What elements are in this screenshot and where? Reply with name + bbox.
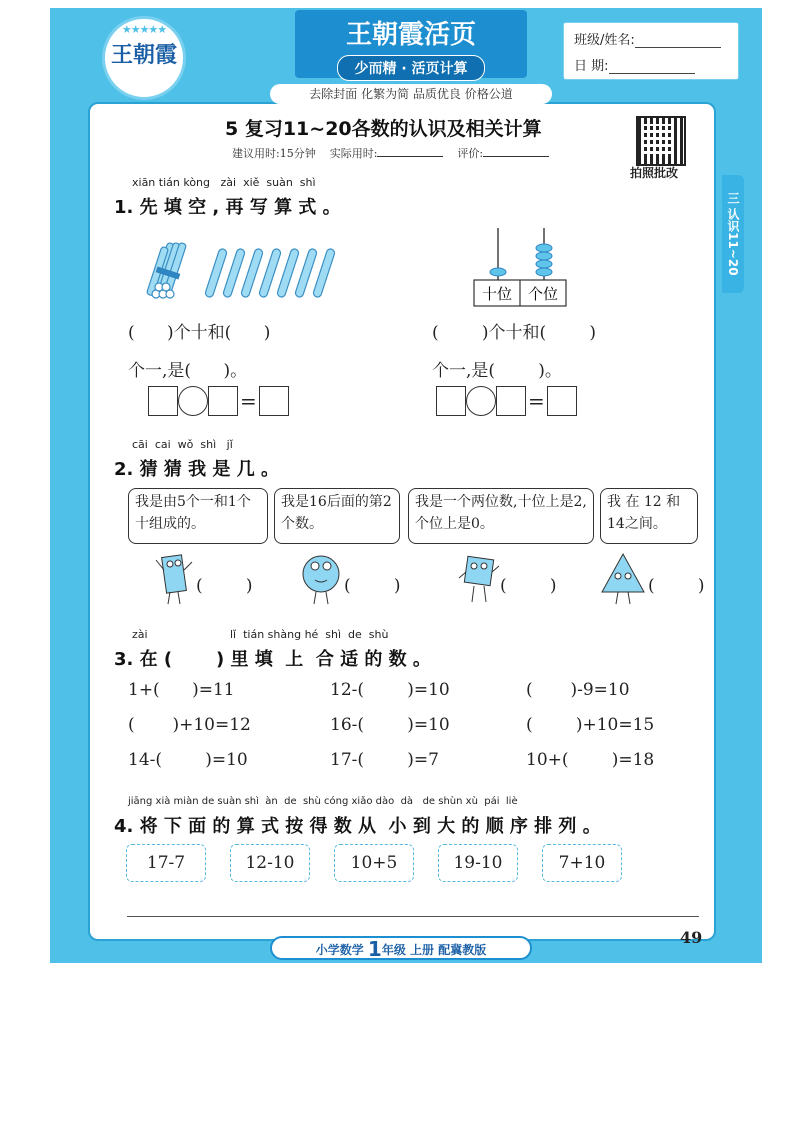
calc-r1-c2: 12-( )=10 xyxy=(330,680,450,700)
operator-circle[interactable] xyxy=(466,386,496,416)
q1-title: 1. 先 填 空 , 再 写 算 式 。 xyxy=(114,197,341,218)
calc-r2-c1: ( )+10=12 xyxy=(128,715,251,735)
side-tab: 三 认识11~20 xyxy=(722,175,744,293)
qr-code-icon[interactable] xyxy=(636,116,686,166)
logo-text: 王朝霞 xyxy=(110,42,177,68)
q1-right-line2: 个一,是( )。 xyxy=(432,361,562,381)
time-info xyxy=(232,145,549,161)
answer-box[interactable] xyxy=(259,386,289,416)
calc-r1-c3: ( )-9=10 xyxy=(526,680,630,700)
q1-right-equation xyxy=(436,386,577,416)
calc-r2-c2: 16-( )=10 xyxy=(330,715,450,735)
equals-sign: = xyxy=(528,389,545,413)
student-info-box xyxy=(563,22,739,80)
suggested-time: 建议用时:15分钟 xyxy=(232,147,316,160)
answer-blank-4[interactable]: ( ) xyxy=(648,576,705,596)
class-name-label: 班级/姓名: xyxy=(574,33,635,48)
date-field[interactable] xyxy=(609,61,695,74)
calc-r1-c1: 1+( )=11 xyxy=(128,680,235,700)
q2-pinyin: cāi cai wǒ shì jǐ xyxy=(132,438,233,451)
calc-r3-c2: 17-( )=7 xyxy=(330,750,439,770)
answer-box[interactable] xyxy=(208,386,238,416)
q3-pinyin-left: zài xyxy=(132,628,148,641)
speech-bubble-3: 我是一个两位数,十位上是2,个位上是0。 xyxy=(408,488,594,544)
actual-time-field[interactable] xyxy=(377,146,443,157)
q1-left-line2: 个一,是( )。 xyxy=(128,361,248,381)
rating-field[interactable] xyxy=(483,146,549,157)
speech-bubble-1: 我是由5个一和1个十组成的。 xyxy=(128,488,268,544)
answer-blank-1[interactable]: ( ) xyxy=(196,576,253,596)
speech-bubble-2: 我是16后面的第2个数。 xyxy=(274,488,400,544)
q1-left-equation xyxy=(148,386,289,416)
answer-box[interactable] xyxy=(436,386,466,416)
abacus-ones-label: 个位 xyxy=(527,285,559,303)
qr-label: 拍照批改 xyxy=(630,166,679,180)
title-banner xyxy=(295,10,527,78)
brand-logo xyxy=(102,16,186,100)
q3-title: 3. 在 ( ) 里 填 上 合 适 的 数 。 xyxy=(114,649,431,670)
answer-box[interactable] xyxy=(148,386,178,416)
lesson-title: 5 复习11~20各数的认识及相关计算 xyxy=(225,118,542,140)
date-label: 日 期: xyxy=(574,59,609,74)
expression-card[interactable]: 10+5 xyxy=(334,844,414,882)
footer-volume: 上册 xyxy=(410,943,435,957)
calc-r3-c3: 10+( )=18 xyxy=(526,750,655,770)
banner-title: 王朝霞活页 xyxy=(345,20,476,50)
footer-grade-number: 1 xyxy=(367,937,382,961)
speech-bubble-4: 我 在 12 和 14之间。 xyxy=(600,488,698,544)
operator-circle[interactable] xyxy=(178,386,208,416)
q2-title: 2. 猜 猜 我 是 几 。 xyxy=(114,459,279,480)
expression-card[interactable]: 7+10 xyxy=(542,844,622,882)
answer-box[interactable] xyxy=(547,386,577,416)
expression-card[interactable]: 12-10 xyxy=(230,844,310,882)
square-character-icon xyxy=(458,548,500,608)
equals-sign: = xyxy=(240,389,257,413)
answer-blank-3[interactable]: ( ) xyxy=(500,576,557,596)
q4-title: 4. 将 下 面 的 算 式 按 得 数 从 小 到 大 的 顺 序 排 列 。 xyxy=(114,816,601,837)
banner-subtitle: 少而精 · 活页计算 xyxy=(337,55,484,81)
footer-subject: 小学数学 xyxy=(315,943,364,957)
crown-icon: ★★★★★ xyxy=(121,23,167,36)
expression-card[interactable]: 19-10 xyxy=(438,844,518,882)
sticks-illustration-icon xyxy=(146,242,386,304)
rating-label: 评价: xyxy=(457,147,484,160)
q3-pinyin-right: lǐ tián shàng hé shì de shù xyxy=(230,628,389,641)
footer-grade: 年级 xyxy=(381,943,406,957)
actual-time-label: 实际用时: xyxy=(329,147,378,160)
q1-right-line1: ( )个十和( ) xyxy=(432,323,596,343)
footer-edition: 配冀教版 xyxy=(438,943,487,957)
q1-pinyin: xiān tián kòng zài xiě suàn shì xyxy=(132,176,316,189)
circle-character-icon xyxy=(298,548,344,608)
calc-r2-c3: ( )+10=15 xyxy=(526,715,655,735)
calc-r3-c1: 14-( )=10 xyxy=(128,750,248,770)
triangle-character-icon xyxy=(598,548,648,608)
q1-left-line1: ( )个十和( ) xyxy=(128,323,271,343)
rectangle-character-icon xyxy=(154,548,194,608)
slogan: 去除封面 化繁为简 品质优良 价格公道 xyxy=(270,84,552,104)
abacus-icon xyxy=(472,226,568,308)
answer-box[interactable] xyxy=(496,386,526,416)
class-name-field[interactable] xyxy=(635,35,721,48)
abacus-tens-label: 十位 xyxy=(481,285,513,303)
page-number: 49 xyxy=(680,928,703,947)
q4-pinyin: jiāng xià miàn de suàn shì àn de shù cóng xiǎo dào dà de shùn xù pái liè xyxy=(128,796,518,807)
expression-card[interactable]: 17-7 xyxy=(126,844,206,882)
answer-line[interactable] xyxy=(127,916,699,917)
footer-badge xyxy=(270,936,532,960)
answer-blank-2[interactable]: ( ) xyxy=(344,576,401,596)
